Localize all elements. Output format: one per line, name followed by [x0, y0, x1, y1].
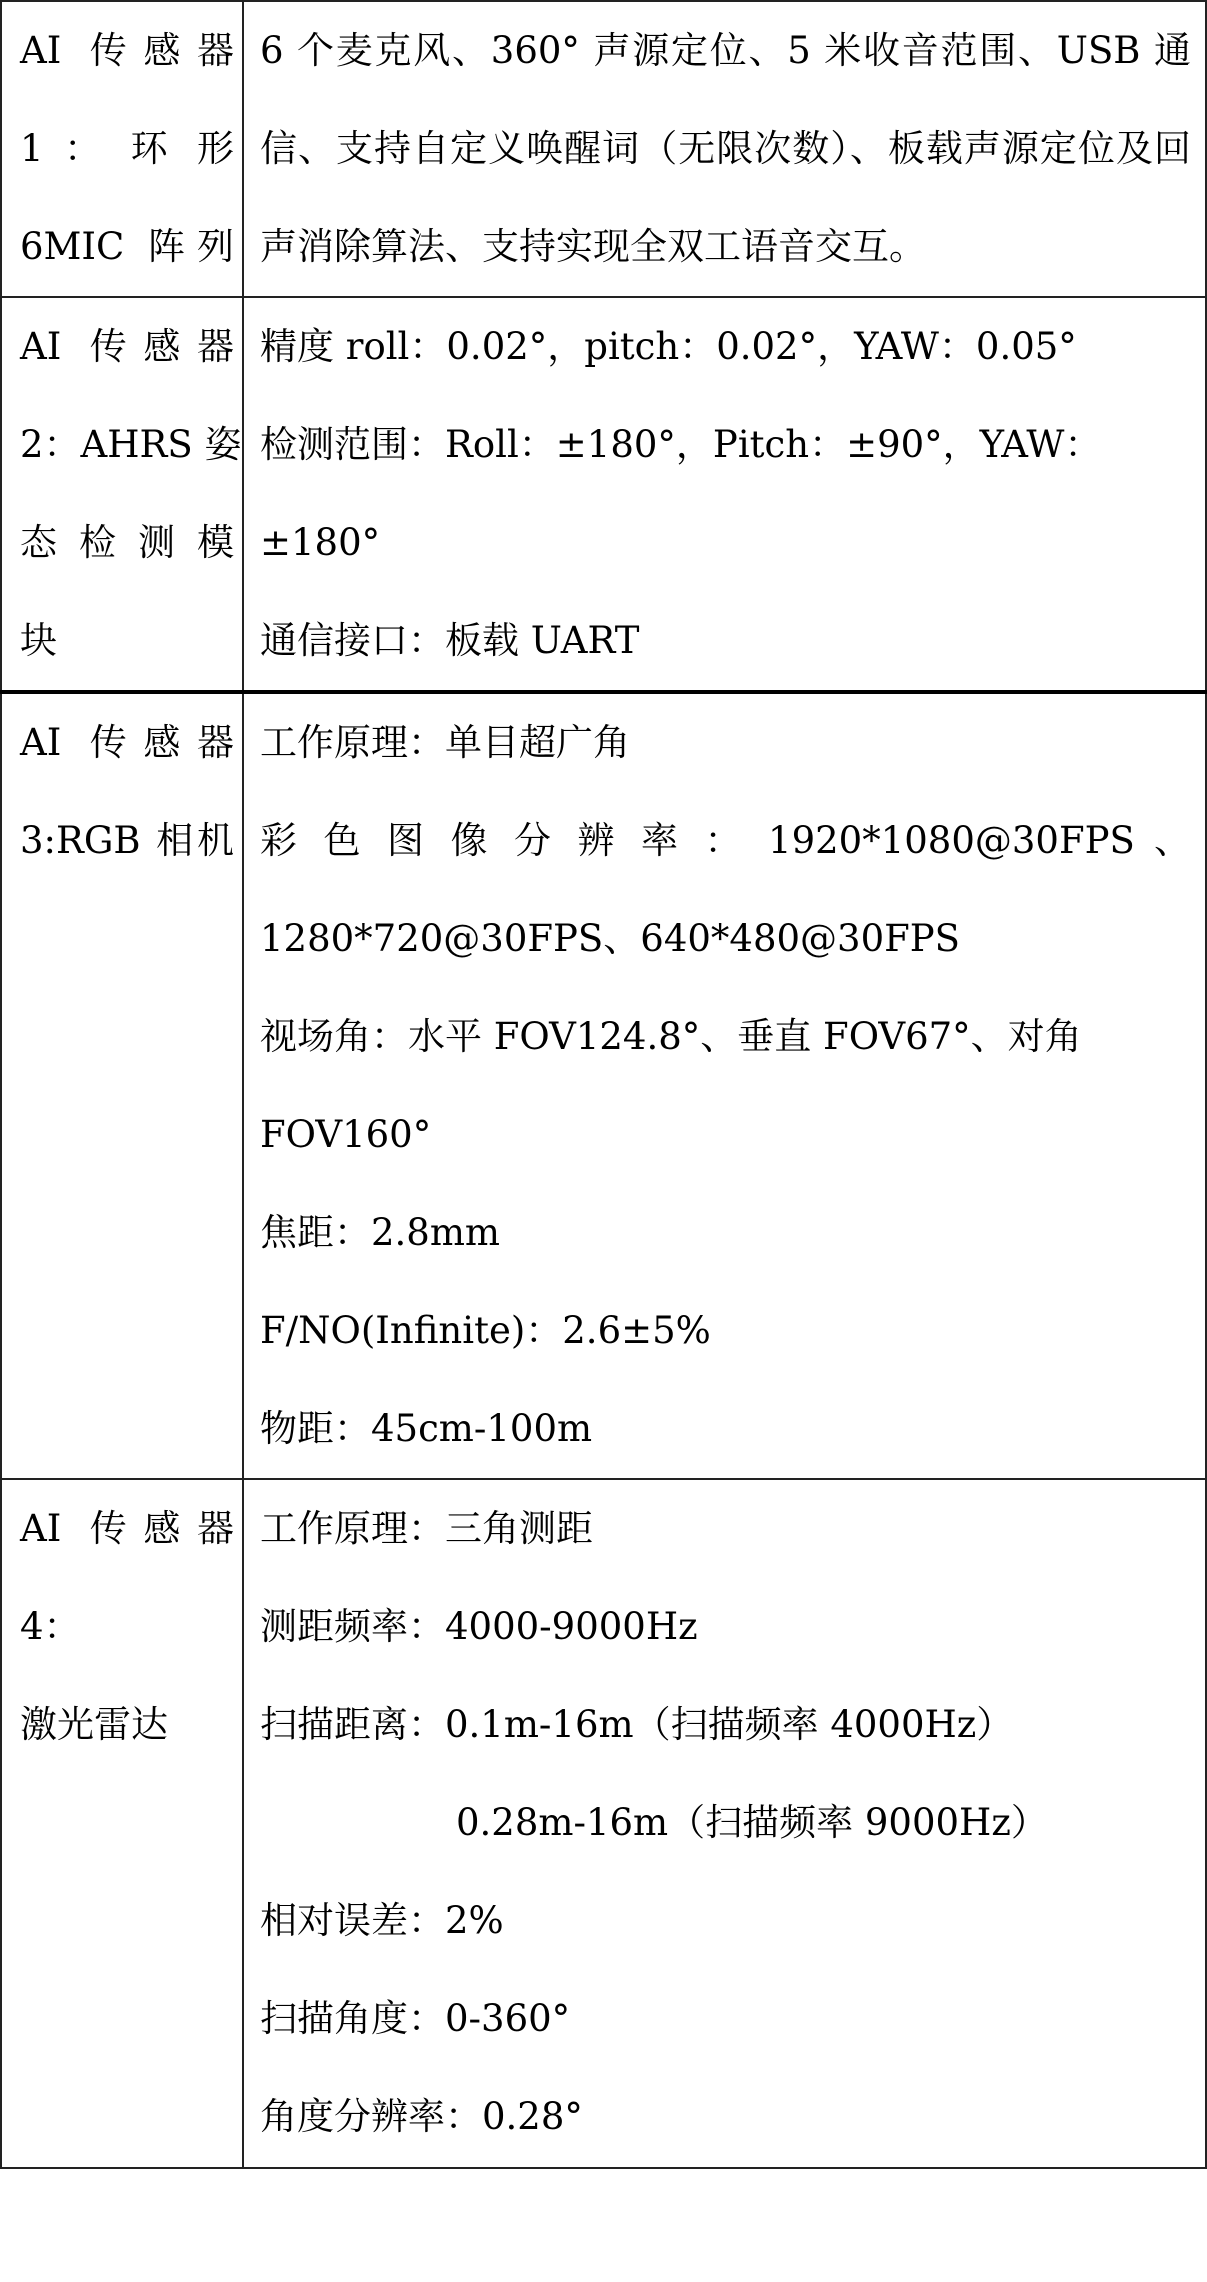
spec-line: F/NO(Infinite)：2.6±5% — [260, 1309, 711, 1352]
spec-line: 物距：45cm-100m — [260, 1407, 593, 1450]
table-row — [1, 692, 1206, 1479]
sensor-name-line: 4： — [20, 1605, 81, 1648]
sensor-name-cell — [1, 1479, 243, 2168]
sensor-name-line: 块 — [20, 619, 57, 662]
spec-line: 1280*720@30FPS、640*480@30FPS — [260, 917, 961, 960]
spec-line: 检测范围：Roll：±180°，Pitch：±90°，YAW： — [260, 423, 1102, 466]
sensor-name-cell — [1, 297, 243, 692]
spec-line: 扫描距离：0.1m-16m（扫描频率 4000Hz） — [260, 1703, 1014, 1746]
sensor-name-line: 激光雷达 — [20, 1703, 168, 1746]
spec-line: 0.28m-16m（扫描频率 9000Hz） — [456, 1801, 1048, 1844]
spec-line: 工作原理：三角测距 — [260, 1507, 593, 1550]
spec-line: 通信接口：板载 UART — [260, 619, 640, 662]
sensor-description: 6 个麦克风、360° 声源定位、5 米收音范围、USB 通信、支持自定义唤醒词（无限次数）、板载声源定位及回声消除算法、支持实现全双工语音交互。 — [260, 29, 1191, 268]
spec-line: 焦距：2.8mm — [260, 1211, 501, 1254]
sensor-name-line: 2：AHRS 姿 — [20, 423, 242, 466]
spec-line: 视场角：水平 FOV124.8°、垂直 FOV67°、对角 — [260, 1015, 1082, 1058]
sensor-name-cell — [1, 1, 243, 297]
sensor-description-cell — [243, 692, 1206, 1479]
sensor-name-line: AI 传感器 — [20, 29, 234, 72]
spec-line: 角度分辨率：0.28° — [260, 2095, 583, 2138]
table-row — [1, 1479, 1206, 2168]
sensor-name-cell — [1, 692, 243, 1479]
spec-line: 测距频率：4000-9000Hz — [260, 1605, 698, 1648]
sensor-name-line: AI 传感器 — [20, 325, 234, 368]
sensor-name-line: 1 ： 环 形 — [20, 127, 234, 170]
sensor-name-line: 态 检 测 模 — [20, 521, 234, 564]
spec-line: 工作原理：单目超广角 — [260, 721, 630, 764]
spec-line: 精度 roll：0.02°，pitch：0.02°，YAW：0.05° — [260, 325, 1077, 368]
sensor-name-line: AI 传感器 — [20, 721, 234, 764]
sensor-name-line: 6MIC 阵列 — [20, 225, 234, 268]
sensor-description-cell — [243, 1, 1206, 297]
spec-line: 相对误差：2% — [260, 1899, 504, 1942]
sensor-name-line: AI 传感器 — [20, 1507, 234, 1550]
table-row — [1, 1, 1206, 297]
spec-line: 彩 色 图 像 分 辨 率 ： 1920*1080@30FPS 、 — [260, 819, 1191, 862]
spec-line: 扫描角度：0-360° — [260, 1997, 571, 2040]
table-row — [1, 297, 1206, 692]
sensor-description-cell — [243, 1479, 1206, 2168]
sensor-name-line: 3:RGB 相机 — [20, 819, 234, 862]
spec-line: FOV160° — [260, 1113, 432, 1156]
sensor-description-cell — [243, 297, 1206, 692]
spec-line: ±180° — [260, 521, 381, 564]
